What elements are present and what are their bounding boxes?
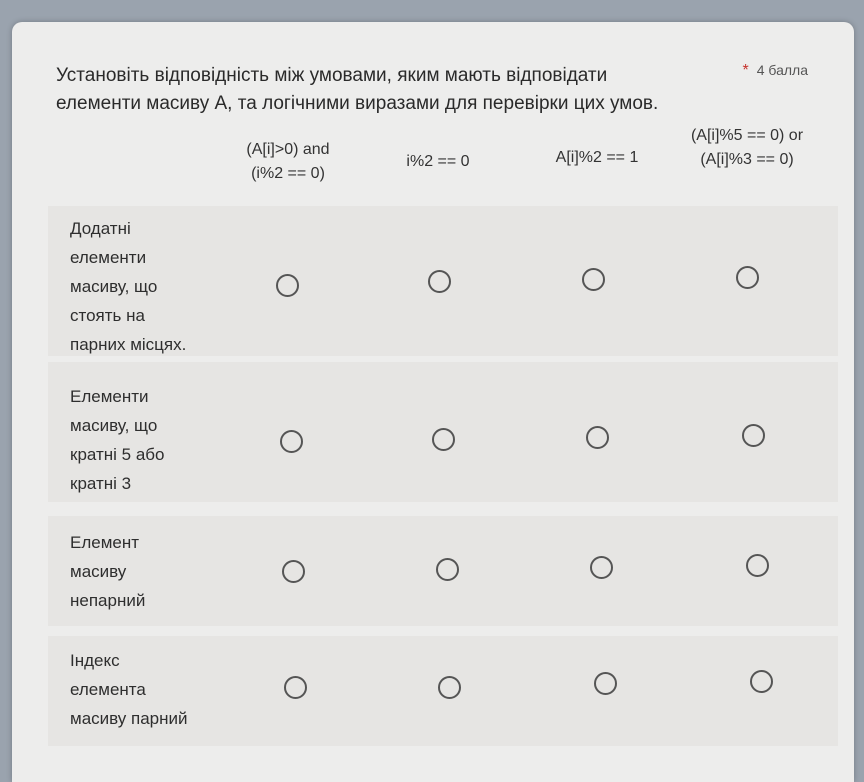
- row-label: [70, 382, 164, 498]
- row-label-line: елемента: [70, 680, 146, 699]
- column-header-2: [368, 150, 508, 174]
- row-label-line: кратні 5 або: [70, 445, 165, 464]
- radio-option-row2-col3[interactable]: [586, 426, 609, 449]
- radio-option-row1-col4[interactable]: [736, 266, 759, 289]
- row-label-line: стоять на: [70, 306, 145, 325]
- radio-option-row4-col2[interactable]: [438, 676, 461, 699]
- column-header-line: (A[i]%5 == 0) or: [690, 127, 804, 144]
- radio-option-row3-col2[interactable]: [436, 558, 459, 581]
- column-header-1: [208, 138, 368, 186]
- radio-option-row1-col3[interactable]: [582, 268, 605, 291]
- row-label-line: елементи: [70, 248, 147, 267]
- column-header-line: (A[i]>0) and: [246, 141, 330, 158]
- answer-row-2: [48, 362, 838, 502]
- row-label-line: Елемент: [70, 533, 140, 552]
- question-card: [12, 22, 854, 782]
- column-header-4: [662, 124, 832, 172]
- radio-option-row3-col1[interactable]: [282, 560, 305, 583]
- row-label-line: непарний: [70, 591, 146, 610]
- row-label: [70, 528, 145, 615]
- column-header-3: [522, 146, 672, 170]
- row-label-line: масиву, що: [70, 277, 158, 296]
- row-label-line: масиву: [70, 562, 127, 581]
- row-label: [70, 646, 188, 733]
- answer-row-4: [48, 636, 838, 746]
- question-title-line: Установіть відповідність між умовами, яким мають відповідати: [56, 65, 608, 86]
- row-label-line: Додатні: [70, 219, 131, 238]
- row-label-line: Елементи: [70, 387, 149, 406]
- column-header-line: (i%2 == 0): [251, 165, 325, 182]
- row-label-line: масиву парний: [70, 709, 188, 728]
- row-label-line: кратні 3: [70, 474, 132, 493]
- radio-option-row2-col2[interactable]: [432, 428, 455, 451]
- required-asterisk: *: [742, 62, 749, 79]
- points-indicator: [742, 62, 808, 80]
- radio-option-row3-col4[interactable]: [746, 554, 769, 577]
- question-title-line: елементи масиву A, та логічними виразами для перевірки цих умов.: [56, 93, 659, 114]
- radio-option-row4-col4[interactable]: [750, 670, 773, 693]
- radio-option-row4-col3[interactable]: [594, 672, 617, 695]
- row-label-line: масиву, що: [70, 416, 158, 435]
- row-label-line: Індекс: [70, 651, 120, 670]
- radio-option-row1-col1[interactable]: [276, 274, 299, 297]
- radio-option-row2-col1[interactable]: [280, 430, 303, 453]
- radio-option-row3-col3[interactable]: [590, 556, 613, 579]
- question-title: [56, 62, 749, 118]
- radio-option-row2-col4[interactable]: [742, 424, 765, 447]
- radio-option-row4-col1[interactable]: [284, 676, 307, 699]
- points-label: 4 балла: [756, 62, 808, 78]
- column-header-line: A[i]%2 == 1: [555, 149, 639, 166]
- answer-row-3: [48, 516, 838, 626]
- column-header-line: i%2 == 0: [406, 153, 470, 170]
- column-header-line: (A[i]%3 == 0): [700, 151, 794, 168]
- radio-option-row1-col2[interactable]: [428, 270, 451, 293]
- answer-row-1: [48, 206, 838, 356]
- row-label-line: парних місцях.: [70, 335, 187, 354]
- row-label: [70, 214, 186, 359]
